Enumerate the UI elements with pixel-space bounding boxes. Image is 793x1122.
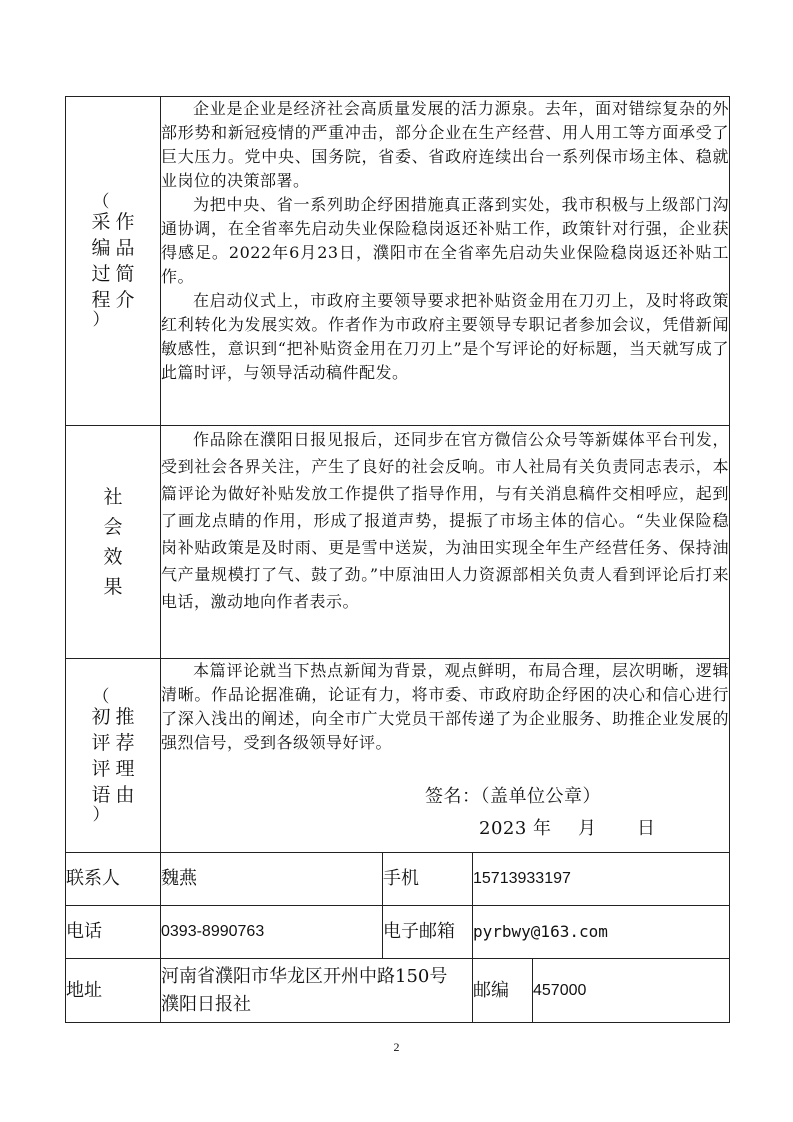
submission-form-table [65, 96, 730, 1023]
process-paragraph: 在启动仪式上，市政府主要领导要求把补贴资金用在刀刃上，及时将政策红利转化为发展实效。作者作为市政府主要领导专职记者参加会议，凭借新闻敏感性，意识到“把补贴资金用在刀刃上”是个写评论的好标题，当天就写成了此篇时评，与领导活动稿件配发。 [161, 291, 729, 382]
review-label [66, 659, 161, 853]
process-label [66, 97, 161, 426]
address-line: 濮阳日报社 [161, 993, 251, 1015]
signature-block [161, 785, 729, 841]
address-row [66, 959, 730, 1023]
address-line: 河南省濮阳市华龙区开州中路150号 [161, 965, 448, 987]
signature-line: 签名：（盖单位公章） [425, 786, 601, 807]
email-label: 电子邮箱 [383, 906, 473, 959]
address-value [161, 959, 473, 1023]
contact-row [66, 853, 730, 906]
review-row [66, 659, 730, 853]
contact-value: 魏燕 [161, 853, 383, 906]
effect-paragraph: 作品除在濮阳日报见报后，还同步在官方微信公众号等新媒体平台刊发，受到社会各界关注，产生了良好的社会反响。市人社局有关负责同志表示，本篇评论为做好补贴发放工作提供了指导作用，与有关消息稿件交相呼应，起到了画龙点睛的作用，形成了报道声势，提振了市场主体的信心。“失业保险稳岗补贴政策是及时雨、更是雪中送炭，为油田实现全年生产经营任务、保持油气产量规模打了气、鼓了劲。”中原油田人力资源部相关负责人看到评论后打来电话，激动地向作者表示。 [161, 430, 729, 611]
mobile-label: 手机 [383, 853, 473, 906]
contact-label: 联系人 [66, 853, 161, 906]
process-row [66, 97, 730, 426]
postcode-label: 邮编 [473, 959, 533, 1023]
review-content [161, 659, 730, 853]
phone-label: 电话 [66, 906, 161, 959]
address-label: 地址 [66, 959, 161, 1023]
effect-content [161, 426, 730, 659]
date-month: 月 [578, 818, 597, 839]
postcode-value: 457000 [533, 959, 730, 1023]
process-label-col1: （ 采 编 过 程 ） [91, 192, 111, 330]
effect-label: 社 会 效 果 [66, 426, 161, 659]
process-label-col2: 作 品 简 介 [115, 211, 135, 311]
phone-row [66, 906, 730, 959]
mobile-value: 15713933197 [473, 853, 730, 906]
date-year: 2023 年 [479, 818, 552, 839]
review-label-col1: （ 初 评 评 语 ） [91, 686, 111, 825]
process-paragraph: 为把中央、省一系列助企纾困措施真正落到实处，我市积极与上级部门沟通协调，在全省率先启动失业保险稳岗返还补贴工作，政策针对行强，企业获得感足。2022年6月23日，濮阳市在全省率先启动失业保险稳岗返还补贴工作。 [161, 195, 729, 286]
phone-value: 0393-8990763 [161, 906, 383, 959]
date-day: 日 [636, 818, 656, 839]
page-number: 2 [393, 1040, 400, 1054]
email-value: pyrbwy@163.com [473, 906, 730, 959]
review-label-col2: 推 荐 理 由 [115, 705, 135, 806]
process-paragraph: 企业是企业是经济社会高质量发展的活力源泉。去年，面对错综复杂的外部形势和新冠疫情的严重冲击，部分企业在生产经营、用人用工等方面承受了巨大压力。党中央、国务院，省委、省政府连续出台一系列保市场主体、稳就业岗位的决策部署。 [161, 99, 729, 190]
process-content [161, 97, 730, 426]
review-paragraph: 本篇评论就当下热点新闻为背景，观点鲜明，布局合理，层次明晰，逻辑清晰。作品论据准确，论证有力，将市委、市政府助企纾困的决心和信心进行了深入浅出的阐述，向全市广大党员干部传递了为企业服务、助推企业发展的强烈信号，受到各级领导好评。 [161, 661, 729, 752]
effect-row [66, 426, 730, 659]
date-line [161, 817, 729, 841]
